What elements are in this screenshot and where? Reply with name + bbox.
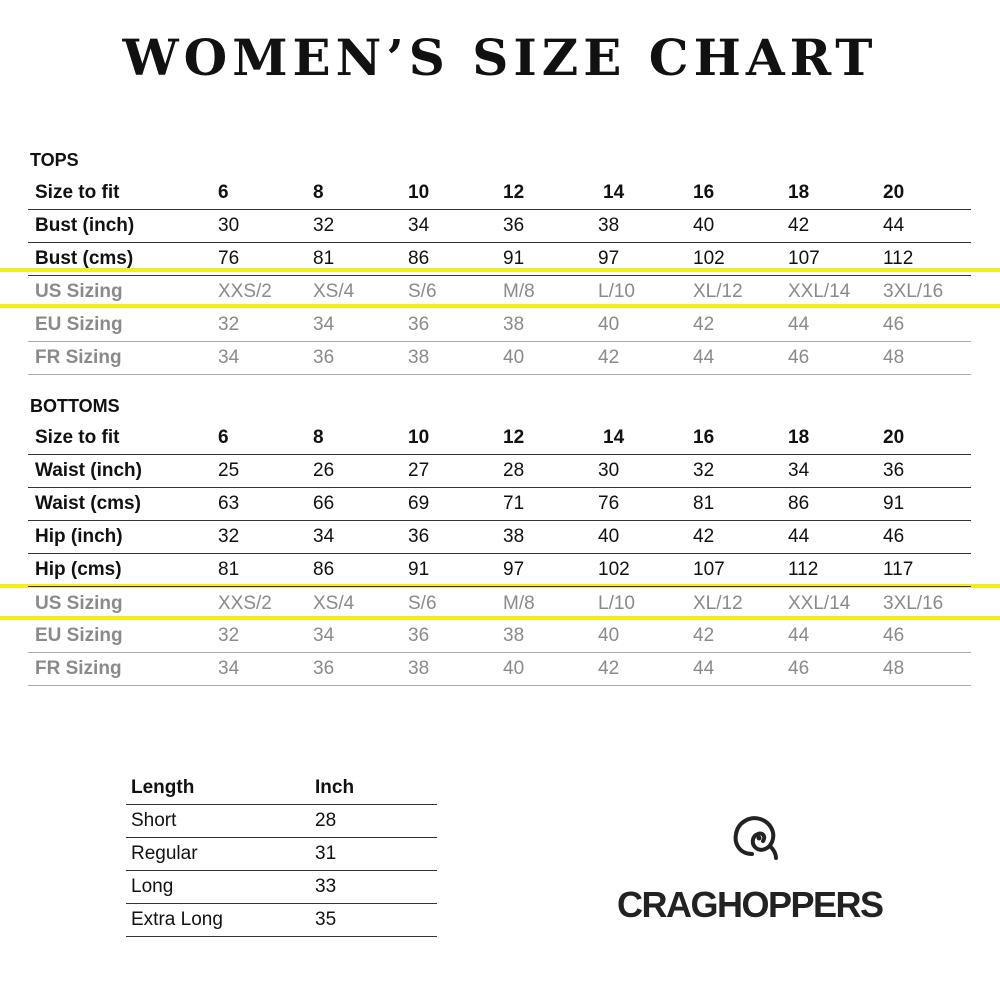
table-cell: 86 [788,493,810,514]
table-row [28,553,971,587]
length-row [126,870,437,904]
table-cell: XS/4 [313,281,355,302]
header-size: 8 [313,427,324,448]
eu-sizing-row [28,619,971,653]
table-cell: 91 [503,248,525,269]
length-inch: 31 [315,843,337,864]
table-cell: 81 [313,248,335,269]
table-row [28,520,971,554]
table-cell: 48 [883,658,905,679]
table-cell: 26 [313,460,335,481]
table-cell: 27 [408,460,430,481]
row-label: EU Sizing [35,314,123,335]
row-label: Bust (cms) [35,248,134,269]
table-cell: 97 [598,248,620,269]
table-cell: 76 [218,248,240,269]
length-inch: 28 [315,810,337,831]
table-cell: 81 [693,493,715,514]
table-cell: 34 [218,347,240,368]
table-cell: 102 [693,248,725,269]
header-size: 14 [603,182,625,203]
table-cell: 30 [598,460,620,481]
table-cell: XXL/14 [788,281,851,302]
table-cell: 32 [218,625,240,646]
table-cell: 69 [408,493,430,514]
row-label: EU Sizing [35,625,123,646]
ram-horn-icon [730,810,782,862]
table-cell: 30 [218,215,240,236]
length-name: Regular [131,843,198,864]
header-size: 18 [788,427,810,448]
header-size: 12 [503,182,525,203]
table-row [28,454,971,488]
brand-name: CRAGHOPPERS [617,884,883,925]
header-size: 6 [218,427,229,448]
length-header-row [126,771,437,805]
table-cell: 34 [313,625,335,646]
table-cell: 44 [693,658,715,679]
table-cell: 107 [788,248,820,269]
table-cell: XXL/14 [788,593,851,614]
length-name: Extra Long [131,909,223,930]
table-cell: 36 [313,658,335,679]
table-cell: 97 [503,559,525,580]
fr-sizing-row [28,341,971,375]
inch-header-label: Inch [315,777,355,798]
table-cell: 32 [218,526,240,547]
bottoms-section-label: BOTTOMS [30,396,120,416]
table-cell: 42 [693,314,715,335]
table-cell: 40 [598,625,620,646]
table-cell: 40 [693,215,715,236]
length-row [126,903,437,937]
table-cell: 42 [693,526,715,547]
table-cell: 38 [503,526,525,547]
table-cell: 40 [503,658,525,679]
page-title: WOMEN’S SIZE CHART [122,28,878,87]
table-cell: S/6 [408,593,437,614]
row-label: Bust (inch) [35,215,135,236]
table-cell: 91 [408,559,430,580]
table-cell: 44 [788,526,810,547]
header-size: 16 [693,182,715,203]
row-label: US Sizing [35,281,123,302]
table-cell: L/10 [598,593,635,614]
table-cell: 34 [313,526,335,547]
table-cell: 40 [598,526,620,547]
table-cell: L/10 [598,281,635,302]
header-size: 6 [218,182,229,203]
header-size: 10 [408,182,430,203]
brand-logo [617,810,892,930]
table-cell: 38 [408,658,430,679]
row-label: Hip (inch) [35,526,123,547]
table-cell: 42 [788,215,810,236]
table-cell: 44 [788,625,810,646]
table-cell: 86 [313,559,335,580]
tops-header-row [28,176,971,210]
table-row [28,209,971,243]
table-cell: 36 [408,314,430,335]
row-label: FR Sizing [35,347,122,368]
table-cell: 36 [313,347,335,368]
table-cell: 46 [883,526,905,547]
table-cell: 112 [788,559,819,580]
table-cell: 34 [218,658,240,679]
table-cell: 63 [218,493,240,514]
tops-section-label: TOPS [30,150,79,170]
table-cell: 44 [693,347,715,368]
table-cell: 117 [883,559,914,580]
table-cell: 46 [883,314,905,335]
table-cell: 42 [598,658,620,679]
row-label: US Sizing [35,593,123,614]
table-cell: 46 [788,347,810,368]
table-cell: 46 [788,658,810,679]
table-cell: 44 [788,314,810,335]
table-cell: 40 [598,314,620,335]
table-cell: XXS/2 [218,593,272,614]
table-cell: XS/4 [313,593,355,614]
table-cell: 46 [883,625,905,646]
table-cell: S/6 [408,281,437,302]
length-row [126,837,437,871]
table-cell: 86 [408,248,430,269]
table-cell: 38 [598,215,620,236]
table-cell: 91 [883,493,905,514]
table-cell: 3XL/16 [883,593,944,614]
table-cell: 44 [883,215,905,236]
table-cell: 32 [693,460,715,481]
length-inch: 33 [315,876,337,897]
length-name: Long [131,876,174,897]
table-cell: 102 [598,559,630,580]
length-header-label: Length [131,777,195,798]
row-label: Hip (cms) [35,559,122,580]
header-size: 20 [883,427,905,448]
row-label: FR Sizing [35,658,122,679]
header-label: Size to fit [35,427,120,448]
table-cell: 36 [408,526,430,547]
table-cell: 66 [313,493,335,514]
header-size: 12 [503,427,525,448]
header-size: 10 [408,427,430,448]
bottoms-header-row [28,421,971,455]
table-cell: 40 [503,347,525,368]
table-cell: 71 [503,493,525,514]
table-cell: XXS/2 [218,281,272,302]
table-cell: M/8 [503,593,535,614]
header-size: 14 [603,427,625,448]
table-cell: 32 [313,215,335,236]
table-cell: 38 [408,347,430,368]
header-size: 16 [693,427,715,448]
table-cell: XL/12 [693,281,743,302]
us-sizing-row [28,587,971,620]
table-cell: 25 [218,460,240,481]
table-cell: 28 [503,460,525,481]
length-inch: 35 [315,909,337,930]
header-label: Size to fit [35,182,120,203]
table-cell: 36 [408,625,430,646]
fr-sizing-row [28,652,971,686]
row-label: Waist (cms) [35,493,141,514]
header-size: 8 [313,182,324,203]
row-label: Waist (inch) [35,460,142,481]
table-cell: 34 [408,215,430,236]
table-cell: 3XL/16 [883,281,944,302]
table-cell: 81 [218,559,240,580]
table-cell: 107 [693,559,725,580]
table-cell: 36 [503,215,525,236]
length-row [126,804,437,838]
table-cell: 38 [503,625,525,646]
table-cell: XL/12 [693,593,743,614]
us-sizing-row [28,275,971,308]
header-size: 18 [788,182,810,203]
table-row [28,487,971,521]
table-cell: 36 [883,460,905,481]
header-size: 20 [883,182,905,203]
table-cell: 42 [693,625,715,646]
table-cell: 38 [503,314,525,335]
table-cell: 48 [883,347,905,368]
table-cell: 34 [788,460,810,481]
length-name: Short [131,810,177,831]
table-cell: 76 [598,493,620,514]
table-cell: 34 [313,314,335,335]
table-cell: 112 [883,248,914,269]
eu-sizing-row [28,308,971,342]
table-cell: 32 [218,314,240,335]
table-cell: 42 [598,347,620,368]
table-row [28,242,971,276]
table-cell: M/8 [503,281,535,302]
